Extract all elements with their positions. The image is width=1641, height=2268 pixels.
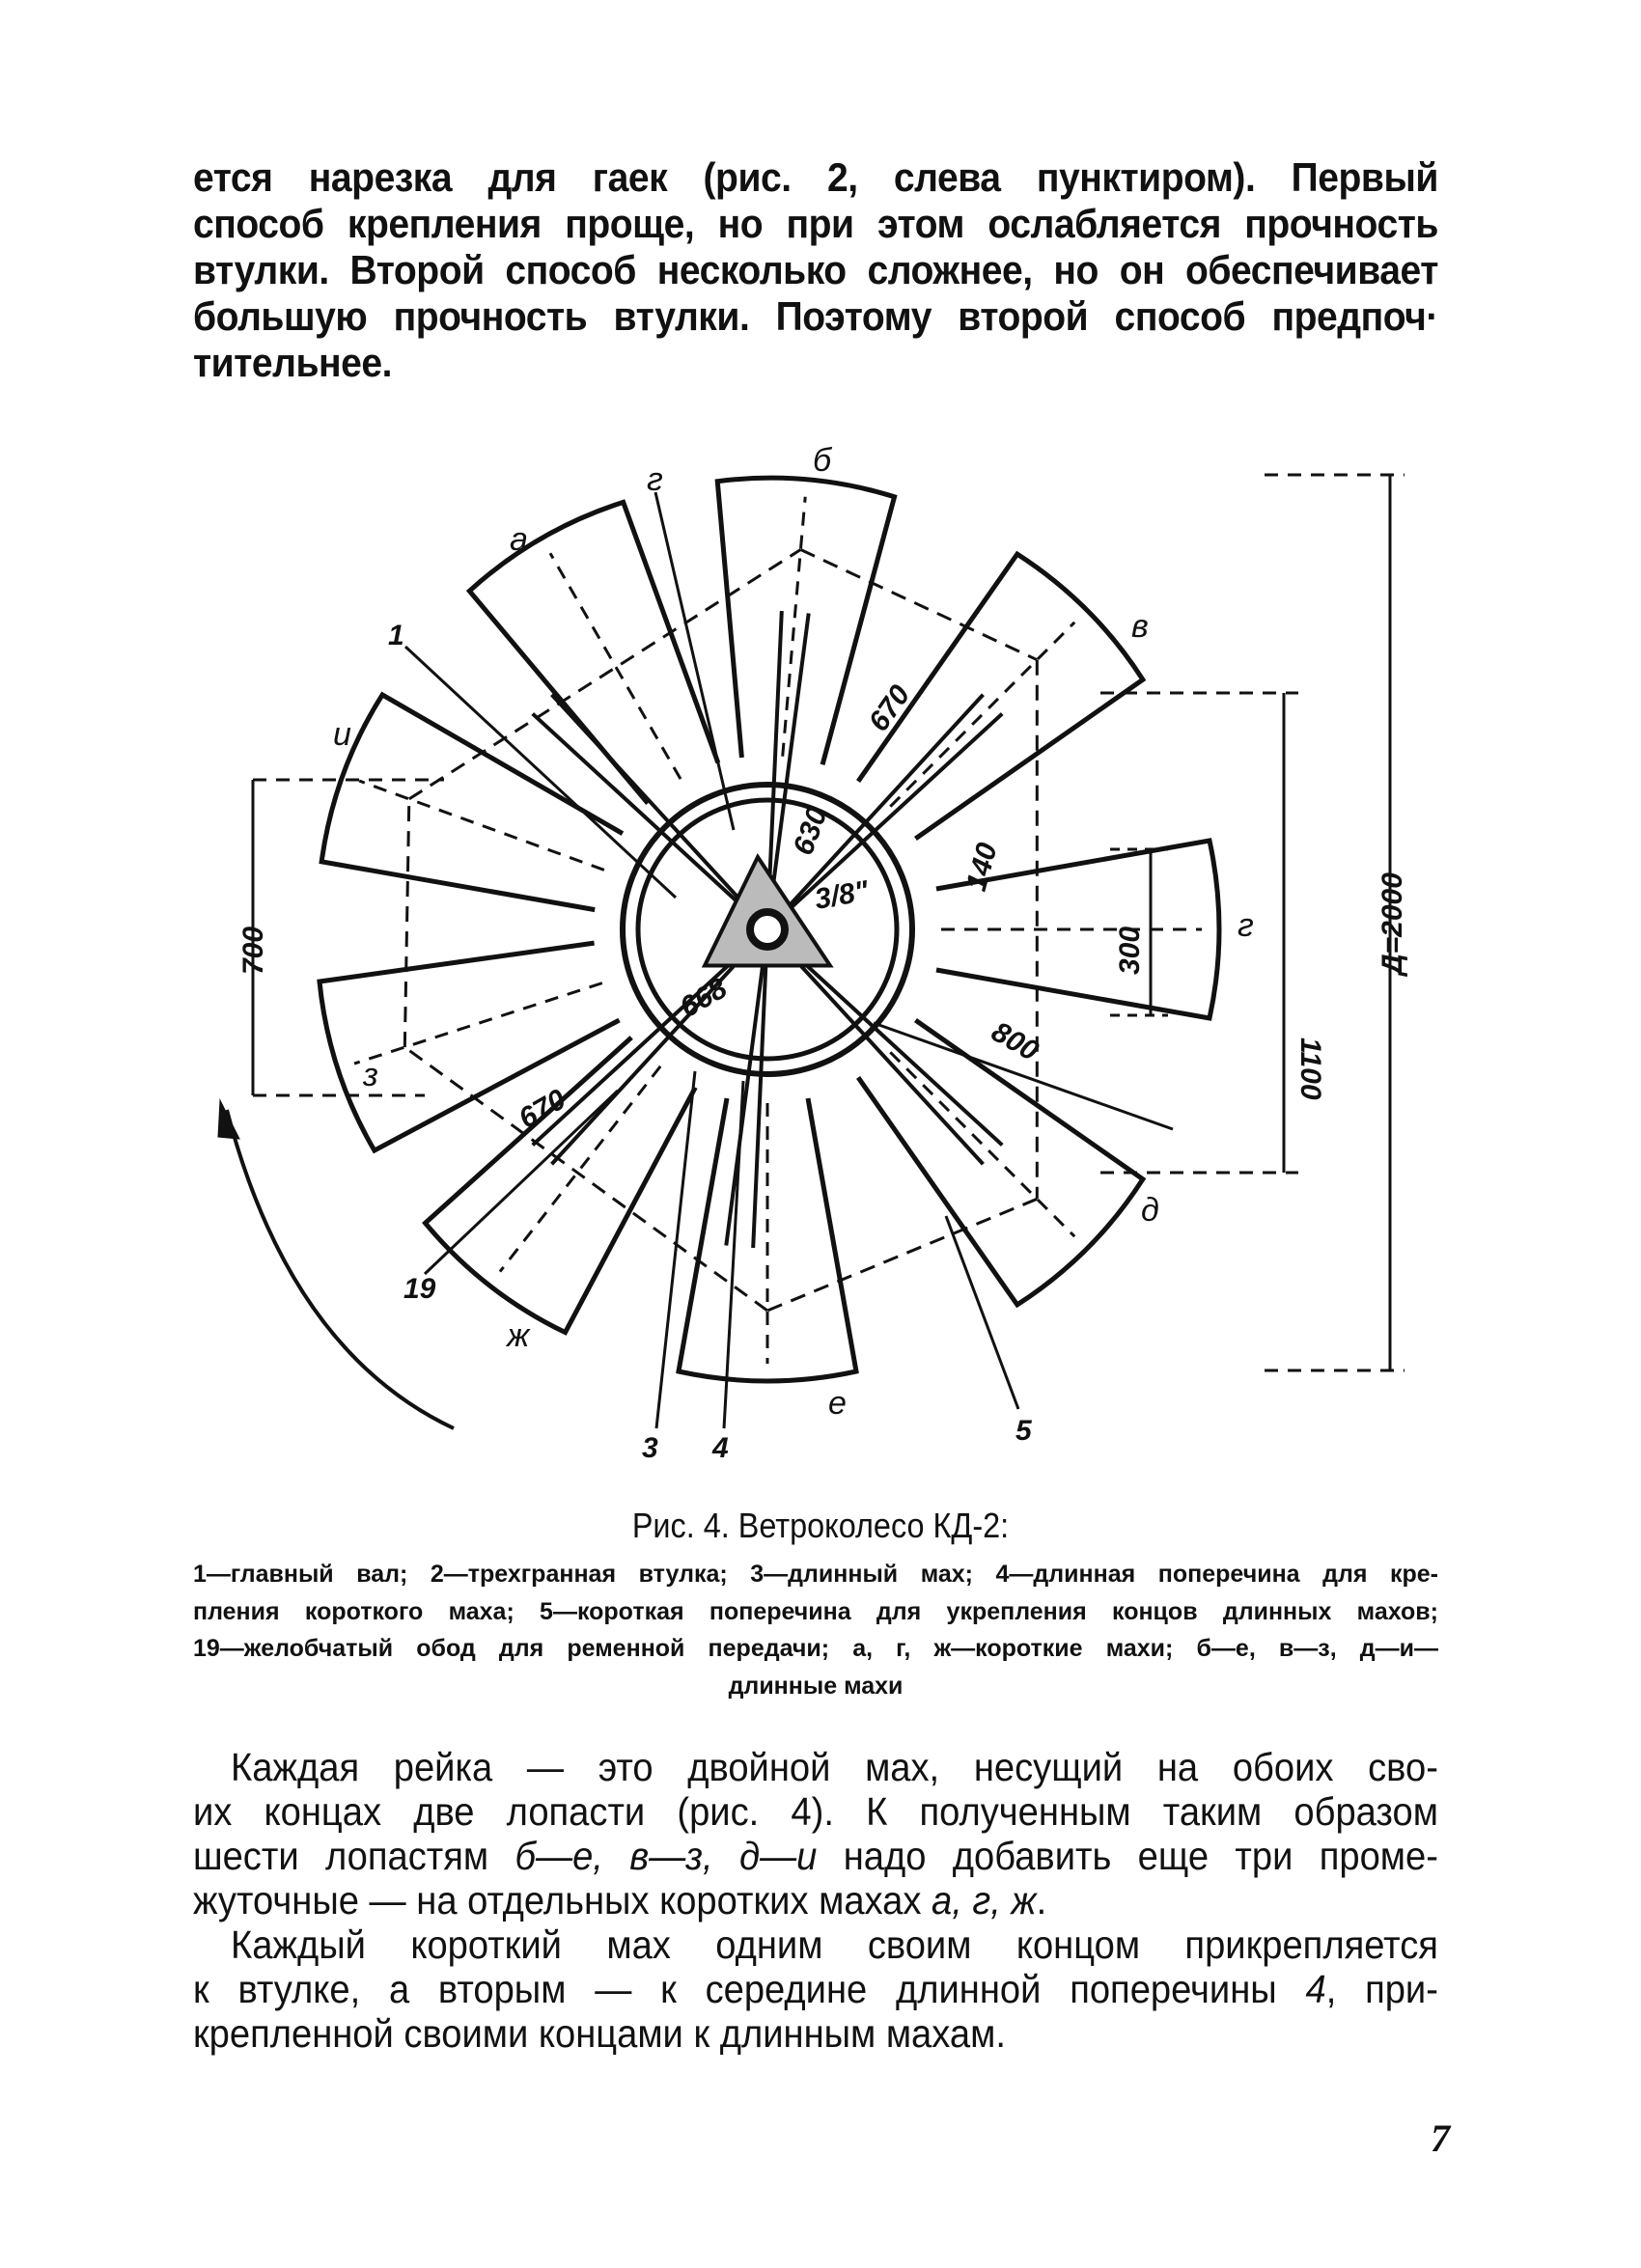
part-label-long-crossbar: 4 — [712, 1432, 729, 1464]
blade-label: и — [333, 716, 351, 753]
dimension-668: 668 — [675, 972, 733, 1025]
dimension-line — [405, 647, 676, 898]
text-line: втулки. Второй способ несколько сложнее, но он обеспечивает — [193, 247, 1438, 292]
text-line — [193, 1878, 1438, 1922]
caption-line: 1—главный вал; 2—трехгранная втулка; 3—длинный мах; 4—длинная поперечина для кре- — [193, 1561, 1438, 1588]
dimension-800: 800 — [986, 1015, 1044, 1068]
text-line — [193, 1745, 1438, 1789]
text-line — [193, 1967, 1438, 2011]
part-label-short-arm: г — [647, 461, 663, 498]
arm-axis-dashed — [890, 622, 1074, 807]
blade-label: а — [510, 521, 528, 558]
arm-axis-dashed — [890, 1052, 1074, 1236]
dimension-1100: 1100 — [1294, 1037, 1326, 1100]
text-segment: Каждый короткий мах одним своим концом прикрепляется — [231, 1922, 1438, 1967]
dimension-300: 300 — [1114, 926, 1146, 975]
text-line: тительнее. — [193, 340, 393, 385]
dimension-140: 140 — [960, 839, 1004, 895]
arm-axis-dashed — [550, 553, 681, 779]
arm-axis-dashed — [359, 781, 604, 870]
caption-line: пления короткого маха; 5—короткая поперечина для укрепления концов длинных махов; — [193, 1597, 1438, 1625]
blade — [858, 1020, 1143, 1305]
text-line — [193, 2011, 1438, 2056]
blade — [321, 695, 623, 910]
blade-label: г — [1238, 907, 1254, 944]
text-line — [193, 1922, 1438, 1967]
blade-label: в — [1131, 608, 1149, 645]
italic-reference: а, г, ж — [932, 1878, 1037, 1922]
text-line: способ крепления проще, но при этом ослабляется прочность — [193, 201, 1438, 246]
part-label-long-arm: 3 — [642, 1432, 658, 1464]
crossbar-dashed — [409, 550, 801, 799]
dimension-bolt: 3/8" — [812, 874, 872, 916]
caption-line: длинные махи — [728, 1672, 904, 1700]
blade-label: д — [1141, 1192, 1159, 1229]
bottom-paragraphs — [193, 1745, 1438, 2056]
arrow-head — [218, 1100, 239, 1139]
blade — [320, 943, 620, 1150]
text-segment: надо добавить еще три проме- — [817, 1834, 1438, 1878]
figure-caption-legend — [193, 1556, 1438, 1704]
figure-caption-title: Рис. 4. Ветроколесо КД-2: — [631, 1506, 1010, 1545]
blade-label: е — [828, 1385, 847, 1422]
dimension-670: 670 — [514, 1083, 571, 1136]
text-line: большую прочность втулки. Поэтому второй способ предпоч· — [193, 293, 1438, 339]
crossbar-dashed — [800, 550, 1037, 660]
text-segment: , при- — [1325, 1967, 1438, 2011]
main-shaft — [750, 912, 785, 947]
italic-reference: 4 — [1305, 1967, 1326, 2011]
blade — [426, 1037, 696, 1333]
text-line — [193, 1789, 1438, 1834]
dimension-630: 630 — [787, 803, 834, 860]
text-segment: шести лопастям — [193, 1834, 515, 1878]
page-number: 7 — [1431, 2116, 1450, 2160]
text-segment: их концах две лопасти (рис. 4). К полученным таким образом — [193, 1789, 1438, 1834]
arm-axis-dashed — [500, 1066, 660, 1272]
dimension-diameter: Д=2000 — [1377, 872, 1408, 975]
text-segment: жуточные — на отдельных коротких махах — [193, 1878, 932, 1922]
dimension-line — [724, 1081, 743, 1428]
blade-label: ж — [507, 1317, 530, 1354]
text-segment: . — [1036, 1878, 1047, 1922]
blade — [469, 502, 718, 803]
caption-line: 19—желобчатый обод для ременной передачи; а, г, ж—короткие махи; б—е, в—з, д—и— — [193, 1635, 1438, 1662]
blade-label: з — [363, 1057, 378, 1093]
text-line — [193, 1834, 1438, 1878]
crossbar-dashed — [404, 799, 408, 1047]
italic-reference: б—е, в—з, д—и — [515, 1834, 818, 1878]
dimension-670: 670 — [862, 679, 917, 738]
blade-label: б — [813, 442, 832, 479]
text-line: ется нарезка для гаек (рис. 2, слева пунктиром). Первый — [193, 154, 1438, 200]
text-segment: Каждая рейка — это двойной мах, несущий на обоих сво- — [231, 1745, 1438, 1789]
part-label-shaft: 1 — [388, 620, 404, 651]
text-segment: крепленной своими концами к длинным махам. — [193, 2011, 1006, 2056]
dimension-700: 700 — [237, 926, 269, 975]
crossbar-dashed — [767, 1199, 1037, 1311]
part-label-short-crossbar: 5 — [1015, 1415, 1032, 1447]
text-segment: к втулке, а вторым — к середине длинной поперечины — [193, 1967, 1306, 2011]
dimension-line — [946, 1216, 1018, 1409]
rotation-arrow — [227, 1110, 454, 1428]
part-label-rim: 19 — [403, 1273, 436, 1305]
